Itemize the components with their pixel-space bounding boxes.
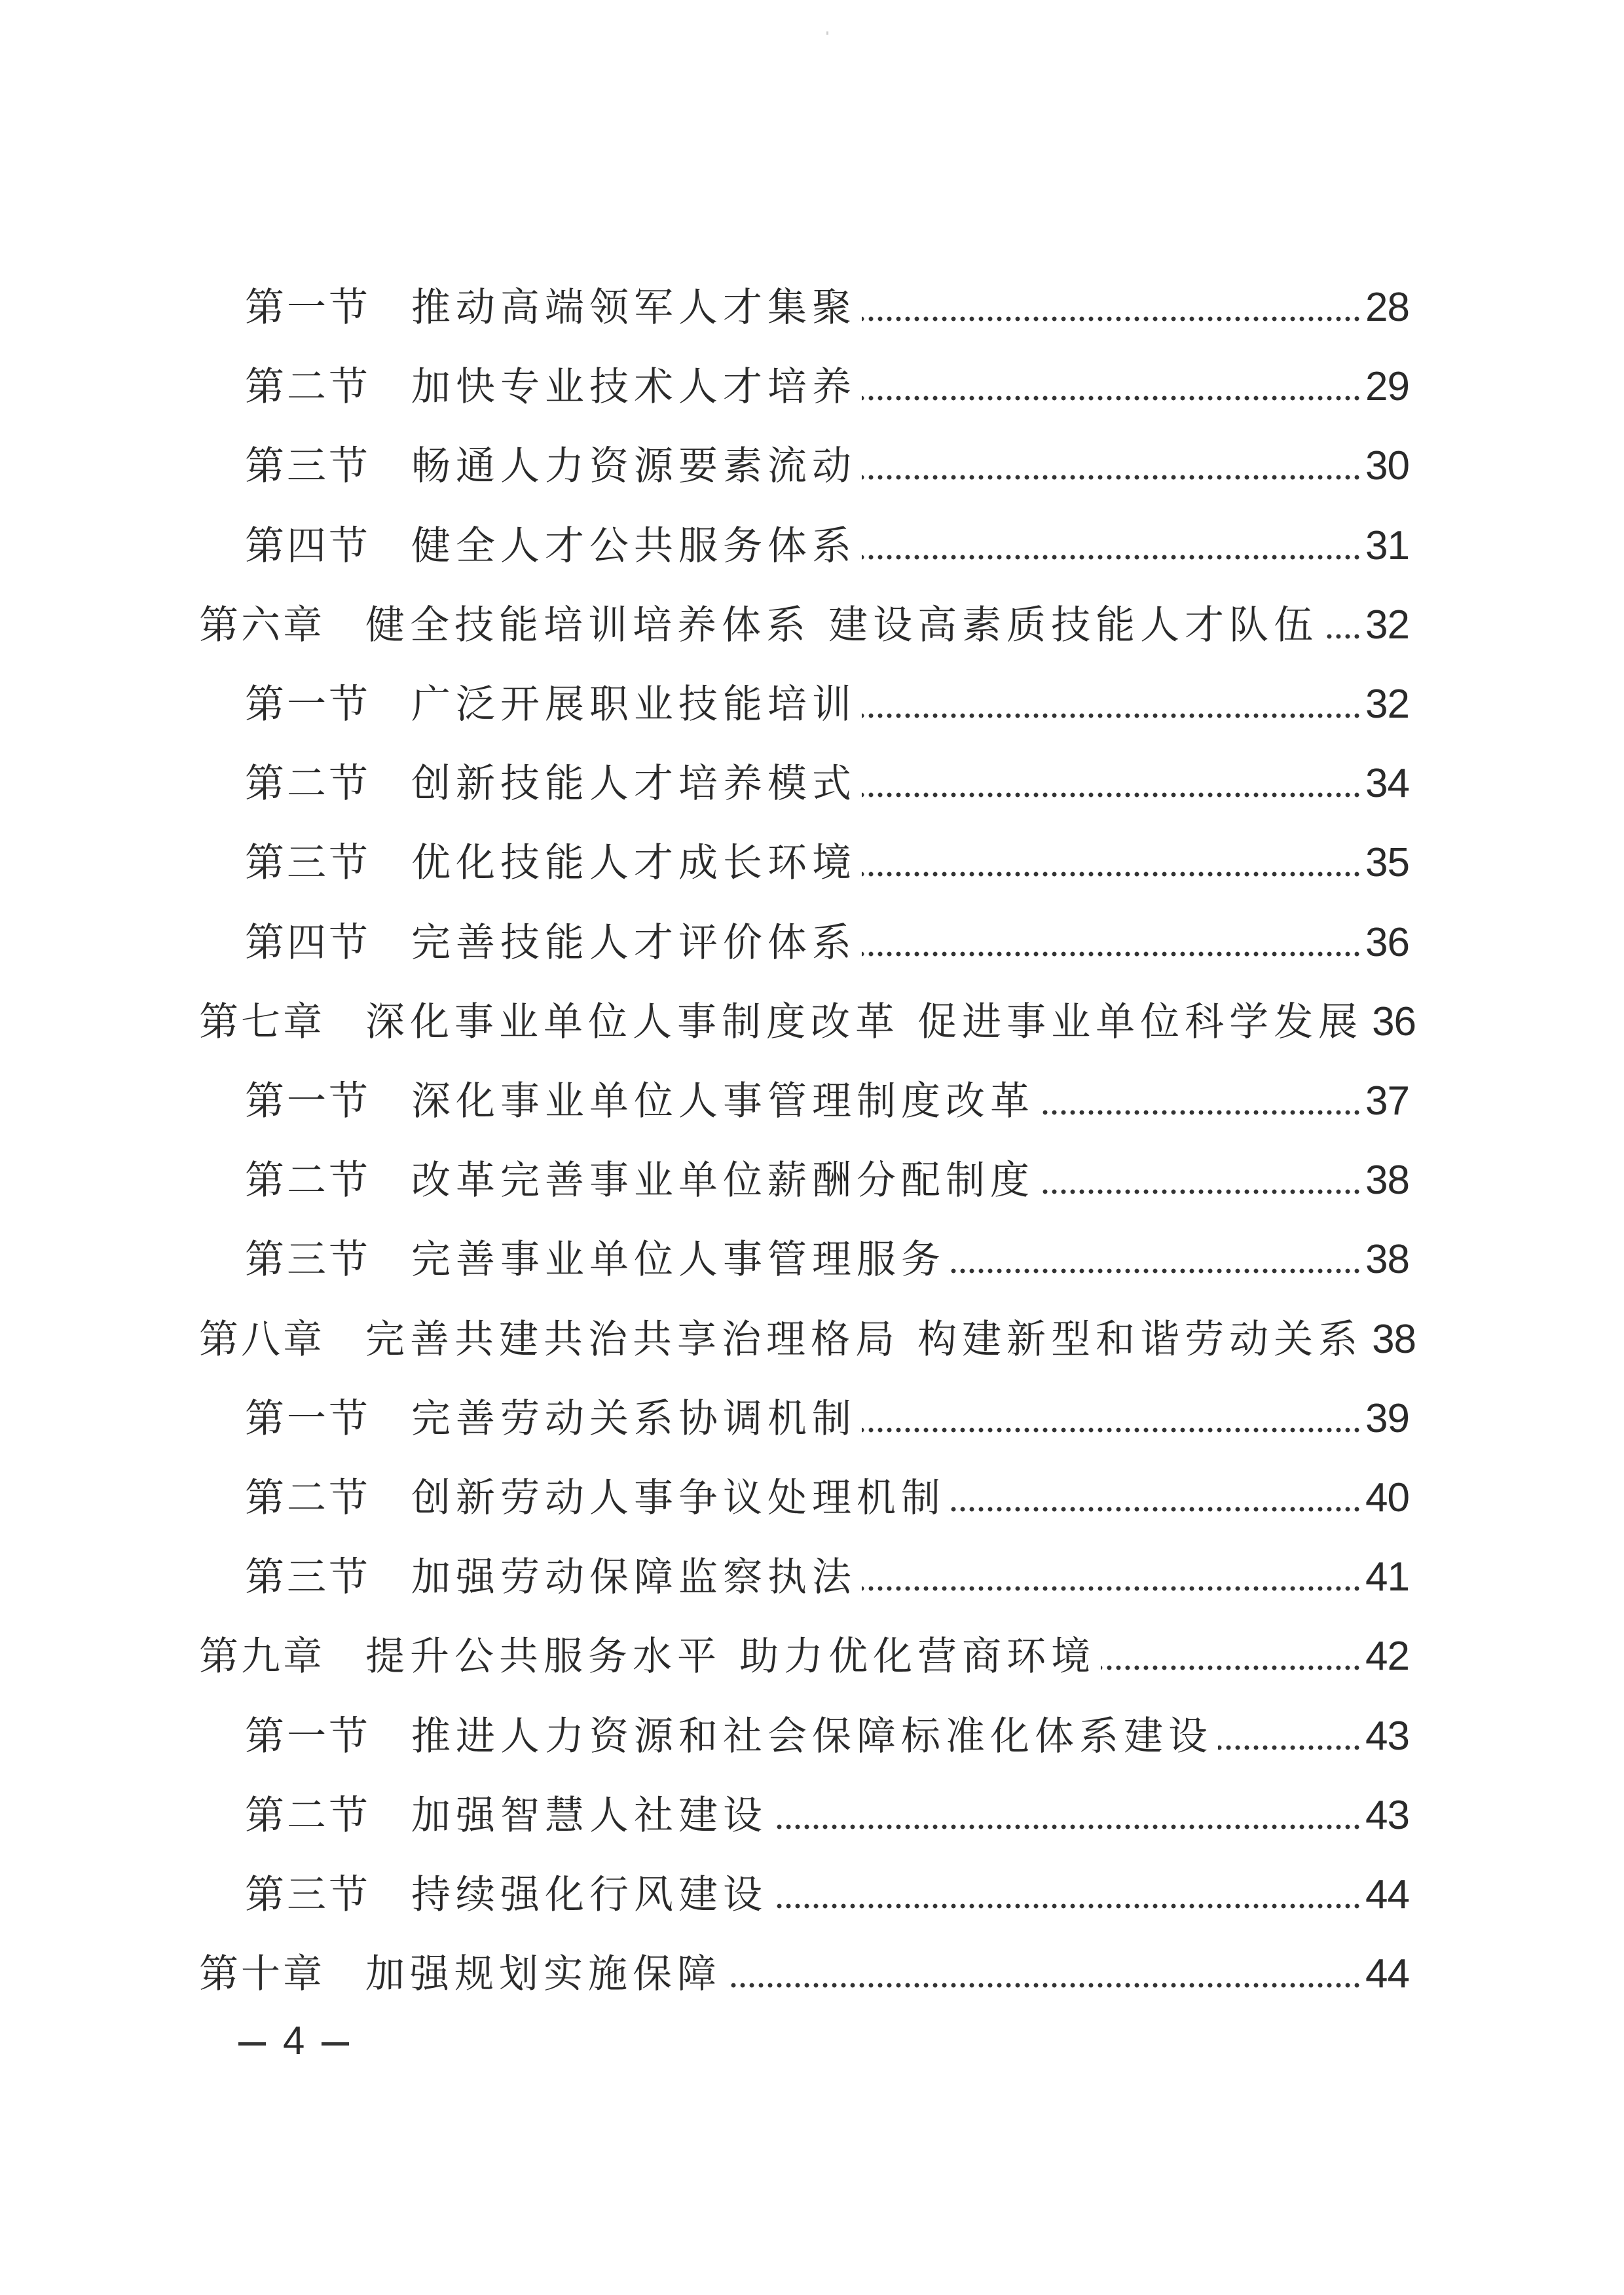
- entry-page: 36: [1365, 919, 1409, 965]
- entry-page: 40: [1365, 1475, 1409, 1520]
- entry-page: 38: [1372, 1316, 1416, 1362]
- toc-entry[interactable]: [199, 996, 1416, 1048]
- toc-entry[interactable]: [245, 837, 1409, 889]
- dot-leader: [862, 712, 1361, 719]
- scan-speck: [826, 31, 828, 35]
- toc-entry[interactable]: [245, 758, 1409, 810]
- toc-entry[interactable]: [199, 1313, 1416, 1366]
- entry-number: 第一节: [245, 1713, 371, 1759]
- entry-title: 推进人力资源和社会保障标准化体系建设: [411, 1713, 1213, 1759]
- toc-entry[interactable]: [245, 678, 1409, 731]
- toc-entry[interactable]: [245, 1154, 1409, 1207]
- entry-page: 44: [1365, 1872, 1409, 1917]
- entry-page: 44: [1365, 1951, 1409, 1997]
- entry-title: 完善技能人才评价体系: [411, 919, 857, 966]
- entry-page: 32: [1365, 682, 1409, 727]
- entry-title: 深化事业单位人事制度改革 促进事业单位科学发展: [365, 999, 1363, 1045]
- entry-title: 持续强化行风建设: [411, 1872, 767, 1918]
- entry-title: 健全技能培训培养体系 建设高素质技能人才队伍: [365, 602, 1319, 648]
- toc-entry[interactable]: [245, 1234, 1409, 1286]
- entry-title: 完善共建共治共享治理格局 构建新型和谐劳动关系: [365, 1316, 1363, 1363]
- entry-number: 第三节: [245, 443, 371, 490]
- entry-title: 畅通人力资源要素流动: [411, 443, 857, 490]
- toc-entry[interactable]: [199, 1630, 1409, 1683]
- entry-page: 36: [1372, 999, 1416, 1044]
- entry-page: 30: [1365, 443, 1409, 489]
- entry-page: 39: [1365, 1395, 1409, 1441]
- entry-title: 深化事业单位人事管理制度改革: [411, 1078, 1035, 1124]
- dot-leader: [862, 792, 1361, 798]
- entry-title: 创新劳动人事争议处理机制: [411, 1475, 946, 1521]
- entry-number: 第二节: [245, 1158, 371, 1204]
- toc-entry[interactable]: [245, 282, 1409, 334]
- dot-leader: [862, 316, 1361, 322]
- entry-title: 优化技能人才成长环境: [411, 840, 857, 887]
- dot-leader: [773, 1824, 1361, 1830]
- footer-dash-right: [322, 2042, 349, 2046]
- toc-entry[interactable]: [199, 599, 1409, 652]
- dot-leader: [1218, 1744, 1361, 1751]
- entry-page: 32: [1365, 602, 1409, 648]
- entry-number: 第三节: [245, 1237, 371, 1283]
- toc-entry[interactable]: [245, 1551, 1409, 1604]
- entry-page: 37: [1365, 1078, 1409, 1124]
- dot-leader: [862, 474, 1361, 481]
- dot-leader: [1323, 633, 1361, 640]
- entry-page: 35: [1365, 840, 1409, 886]
- dot-leader: [951, 1506, 1361, 1513]
- toc-entry[interactable]: [245, 520, 1409, 572]
- entry-title: 创新技能人才培养模式: [411, 761, 857, 807]
- entry-number: 第三节: [245, 1554, 371, 1601]
- toc-entry[interactable]: [245, 1075, 1409, 1128]
- entry-title: 加快专业技术人才培养: [411, 364, 857, 411]
- entry-title: 加强智慧人社建设: [411, 1792, 767, 1839]
- entry-number: 第八章: [199, 1316, 325, 1363]
- footer-dash-left: [238, 2042, 266, 2046]
- entry-title: 完善劳动关系协调机制: [411, 1395, 857, 1442]
- entry-page: 41: [1365, 1554, 1409, 1600]
- entry-number: 第二节: [245, 761, 371, 807]
- entry-title: 健全人才公共服务体系: [411, 523, 857, 569]
- entry-title: 推动高端领军人才集聚: [411, 285, 857, 331]
- entry-number: 第九章: [199, 1634, 325, 1680]
- entry-number: 第四节: [245, 523, 371, 569]
- toc-entry[interactable]: [245, 1472, 1409, 1524]
- entry-page: 43: [1365, 1792, 1409, 1838]
- dot-leader: [1101, 1664, 1361, 1671]
- dot-leader: [1040, 1109, 1361, 1116]
- entry-title: 加强劳动保障监察执法: [411, 1554, 857, 1601]
- entry-number: 第七章: [199, 999, 325, 1045]
- entry-page: 42: [1365, 1634, 1409, 1680]
- entry-title: 广泛开展职业技能培训: [411, 682, 857, 727]
- dot-leader: [862, 951, 1361, 957]
- entry-page: 38: [1365, 1158, 1409, 1203]
- dot-leader: [862, 554, 1361, 560]
- entry-number: 第一节: [245, 285, 371, 331]
- entry-number: 第二节: [245, 1792, 371, 1839]
- entry-number: 第三节: [245, 1872, 371, 1918]
- entry-title: 完善事业单位人事管理服务: [411, 1237, 946, 1283]
- entry-page: 31: [1365, 523, 1409, 568]
- entry-page: 34: [1365, 761, 1409, 807]
- dot-leader: [862, 871, 1361, 877]
- entry-page: 29: [1365, 364, 1409, 410]
- entry-number: 第一节: [245, 1078, 371, 1124]
- dot-leader: [773, 1903, 1361, 1909]
- entry-title: 改革完善事业单位薪酬分配制度: [411, 1158, 1035, 1204]
- page-footer: [238, 2018, 349, 2064]
- dot-leader: [862, 395, 1361, 401]
- entry-page: 28: [1365, 285, 1409, 330]
- toc-entry[interactable]: [245, 1790, 1409, 1842]
- entry-number: 第四节: [245, 919, 371, 966]
- toc-entry[interactable]: [245, 1869, 1409, 1921]
- dot-leader: [1040, 1188, 1361, 1195]
- entry-number: 第一节: [245, 682, 371, 727]
- toc-entry[interactable]: [245, 917, 1409, 969]
- entry-number: 第六章: [199, 602, 325, 648]
- dot-leader: [862, 1427, 1361, 1433]
- entry-page: 43: [1365, 1713, 1409, 1759]
- entry-number: 第二节: [245, 364, 371, 411]
- entry-page: 38: [1365, 1237, 1409, 1283]
- toc-entry[interactable]: [245, 1393, 1409, 1445]
- toc-entry[interactable]: [245, 361, 1409, 413]
- dot-leader: [862, 1585, 1361, 1592]
- entry-number: 第一节: [245, 1395, 371, 1442]
- entry-number: 第二节: [245, 1475, 371, 1521]
- entry-title: 提升公共服务水平 助力优化营商环境: [365, 1634, 1096, 1680]
- toc-entry[interactable]: [245, 1710, 1409, 1763]
- dot-leader: [727, 1982, 1361, 1989]
- page-number: 4: [283, 2019, 305, 2063]
- entry-number: 第三节: [245, 840, 371, 887]
- entry-number: 第十章: [199, 1951, 325, 1998]
- entry-title: 加强规划实施保障: [365, 1951, 722, 1998]
- dot-leader: [951, 1268, 1361, 1274]
- toc-entry[interactable]: [199, 1948, 1409, 2000]
- toc-entry[interactable]: [245, 440, 1409, 492]
